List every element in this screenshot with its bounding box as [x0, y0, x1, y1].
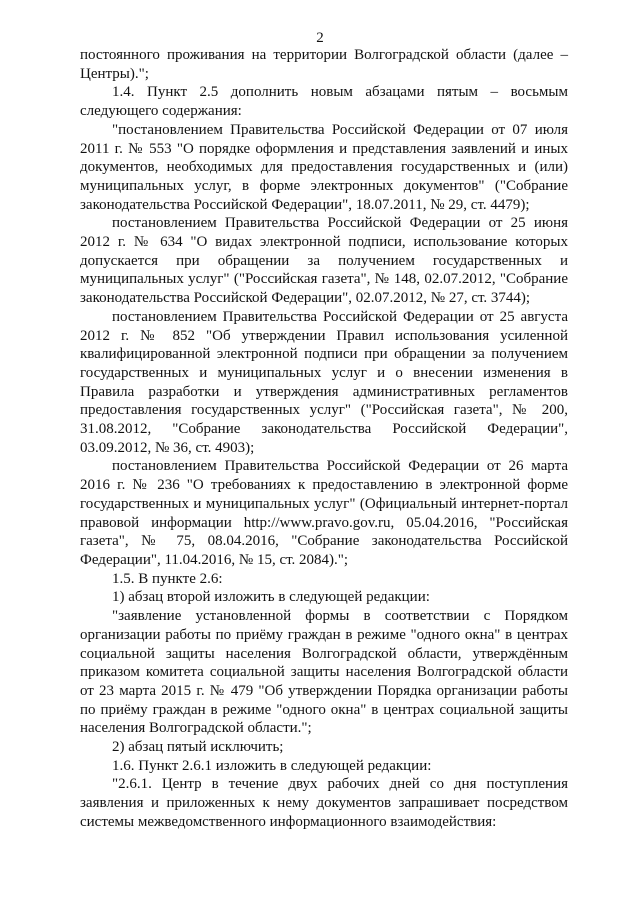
paragraph-6: постановлением Правительства Российской Федерации от 26 марта 2016 г. № 236 "О требованиях к предоставлению в электронной форме государственных и муниципальных услуг" (Официальный интернет-портал правовой информации http://www.pravo.gov.ru, 05.04.2016, "Российская газета", № 75, 08.04.2016, "Собрание законодательства Российской Федерации", 11.04.2016, № 15, ст. 2084)."; [80, 458, 568, 568]
paragraph-8: 1) абзац второй изложить в следующей редакции: [112, 589, 430, 606]
paragraph-10: 2) абзац пятый исключить; [112, 739, 284, 756]
paragraph-7: 1.5. В пункте 2.6: [112, 570, 223, 587]
page-number: 2 [316, 30, 324, 46]
paragraph-1: постоянного проживания на территории Волгоградской области (далее – Центры)."; [80, 47, 568, 82]
document-body [80, 46, 568, 832]
paragraph-2: 1.4. Пункт 2.5 дополнить новым абзацами пятым – восьмым следующего содержания: [80, 84, 568, 120]
paragraph-9: "заявление установленной формы в соответствии с Порядком организации работы по приёму граждан в режиме "одного окна" в центрах социальной защиты населения Волгоградской области, утверждённым приказом комитета социальной защиты населения Волгоградской области от 23 марта 2015 г. № 479 "Об утверждении Порядка организации работы по приёму граждан в режиме "одного окна" в центрах социальной защиты населения Волгоградской области."; [80, 608, 568, 737]
paragraph-3: "постановлением Правительства Российской Федерации от 07 июля 2011 г. № 553 "О порядке оформления и представления заявлений и иных документов, необходимых для предоставления государственных и (или) муниципальных услуг, в форме электронных документов" ("Собрание законодательства Российской Федерации", 18.07.2011, № 29, ст. 4479); [80, 121, 568, 213]
paragraph-12: "2.6.1. Центр в течение двух рабочих дней со дня поступления заявления и приложенных к нему документов запрашивает посредством системы межведомственного информационного взаимодействия: [80, 776, 568, 830]
paragraph-11: 1.6. Пункт 2.6.1 изложить в следующей редакции: [112, 757, 432, 774]
paragraph-4: постановлением Правительства Российской Федерации от 25 июня 2012 г. № 634 "О видах электронной подписи, использование которых допускается при обращении за получением государственных и муниципальных услуг" ("Российская газета", № 148, 02.07.2012, "Собрание законодательства Российской Федерации", 02.07.2012, № 27, ст. 3744); [80, 215, 568, 307]
paragraph-5: постановлением Правительства Российской Федерации от 25 августа 2012 г. № 852 "Об утверждении Правил использования усиленной квалифицированной электронной подписи при обращении за получением государственных и муниципальных услуг и о внесении изменения в Правила разработки и утверждения административных регламентов предоставления государственных услуг" ("Российская газета", № 200, 31.08.2012, "Собрание законодательства Российской Федерации", 03.09.2012, № 36, ст. 4903); [80, 308, 568, 456]
